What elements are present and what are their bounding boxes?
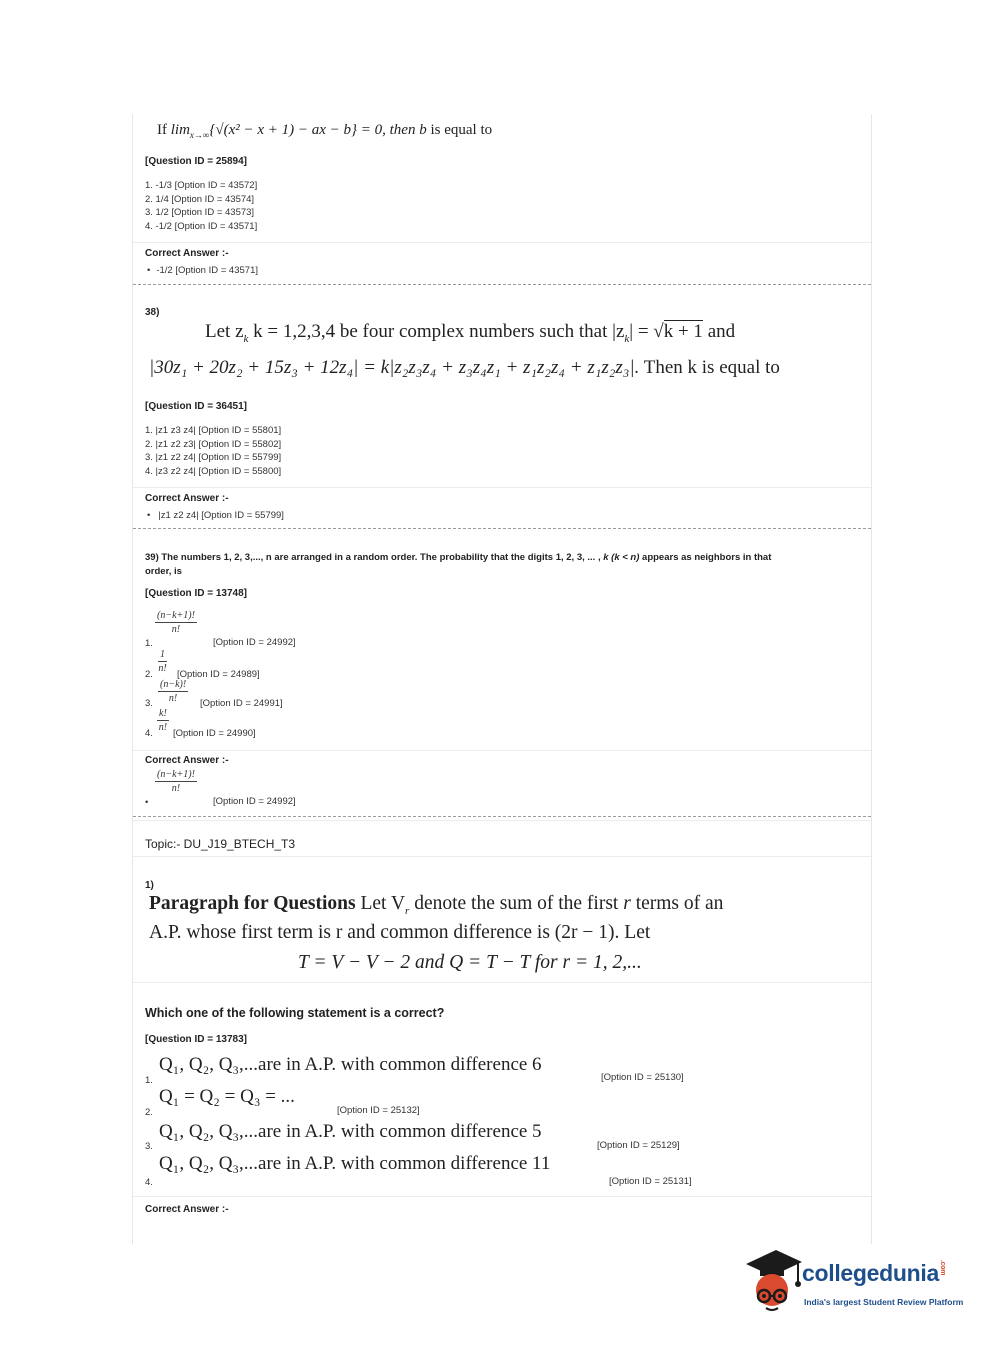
q39-correct-label: Correct Answer :- bbox=[145, 755, 229, 766]
q1-number: 1) bbox=[145, 880, 154, 891]
q1-paragraph-line3: T = V − V − 2 and Q = T − T for r = 1, 2,... bbox=[298, 952, 642, 973]
q1-option-1-id: [Option ID = 25130] bbox=[601, 1072, 684, 1083]
q37-stem: If $\lim_{x\to\infty}\{√(x^2 - x + 1)$ − ax − b} = 0, then b is equal to bbox=[157, 122, 493, 140]
mascot-icon bbox=[742, 1246, 804, 1320]
q37-correct-label: Correct Answer :- bbox=[145, 248, 229, 259]
q38-number: 38) bbox=[145, 307, 160, 318]
q39-option-1-label: 1. bbox=[145, 638, 153, 649]
divider bbox=[133, 856, 871, 857]
q38-correct-label: Correct Answer :- bbox=[145, 493, 229, 504]
q1-option-3-id: [Option ID = 25129] bbox=[597, 1140, 680, 1151]
brand-tagline: India's largest Student Review Platform bbox=[804, 1297, 964, 1307]
q1-option-1-text[interactable]: Q₁, Q₂, Q₃,...are in A.P. with common difference 6 bbox=[159, 1054, 542, 1075]
q37-option-1[interactable]: 1. -1/3 [Option ID = 43572] bbox=[145, 180, 258, 191]
q38-option-2[interactable]: 2. |z1 z2 z3| [Option ID = 55802] bbox=[145, 438, 282, 450]
topic-label: Topic:- DU_J19_BTECH_T3 bbox=[145, 837, 296, 851]
q39-option-4-id: [Option ID = 24990] bbox=[173, 728, 256, 739]
q38-stem-line1: Let $z_k$ k = 1,2,3,4 be four complex numbers such that $|z_k| = √k + 1$ and bbox=[205, 321, 736, 345]
q38-option-4[interactable]: 4. |z3 z2 z4| [Option ID = 55800] bbox=[145, 465, 282, 477]
q39-option-1-id: [Option ID = 24992] bbox=[213, 637, 296, 648]
question-separator bbox=[133, 816, 871, 817]
q38-correct-answer: • |z1 z2 z4| [Option ID = 55799] bbox=[147, 510, 284, 521]
q1-correct-label: Correct Answer :- bbox=[145, 1204, 229, 1215]
q1-option-2-id: [Option ID = 25132] bbox=[337, 1105, 420, 1116]
q39-correct-bullet: • bbox=[145, 797, 149, 808]
q39-question-id: [Question ID = 13748] bbox=[145, 588, 247, 599]
q39-option-2-label: 2. bbox=[145, 669, 153, 680]
q1-question-id: [Question ID = 13783] bbox=[145, 1034, 247, 1045]
q1-option-3-text[interactable]: Q₁, Q₂, Q₃,...are in A.P. with common difference 5 bbox=[159, 1121, 542, 1142]
q38-stem-line2: |30z₁ + 20z₂ + 15z₃ + 12z₄| = k|z₂z₃z₄ + z₃z₄z₁ + z₁z₂z₄ + z₁z₂z₃|. Then k is equal to bbox=[149, 357, 780, 378]
q1-option-1-label: 1. bbox=[145, 1075, 153, 1086]
q1-paragraph-line2: A.P. whose first term is r and common difference is (2r − 1). Let bbox=[149, 922, 651, 943]
q39-option-4-fraction[interactable]: $\frac{k!}{n!}$ bbox=[158, 708, 168, 733]
divider bbox=[133, 487, 871, 488]
q1-option-2-label: 2. bbox=[145, 1107, 153, 1118]
q1-option-4-text[interactable]: Q₁, Q₂, Q₃,...are in A.P. with common difference 11 bbox=[159, 1153, 551, 1174]
q39-option-3-label: 3. bbox=[145, 698, 153, 709]
q38-question-id: [Question ID = 36451] bbox=[145, 401, 247, 412]
q37-correct-answer: • -1/2 [Option ID = 43571] bbox=[147, 265, 258, 276]
q37-question-id: [Question ID = 25894] bbox=[145, 156, 247, 167]
divider bbox=[133, 982, 871, 983]
divider bbox=[133, 242, 871, 243]
exam-page bbox=[132, 114, 872, 1244]
q39-option-4-label: 4. bbox=[145, 728, 153, 739]
brand-name: collegedunia.com bbox=[802, 1260, 946, 1286]
q39-option-3-id: [Option ID = 24991] bbox=[200, 698, 283, 709]
q38-options bbox=[145, 424, 281, 478]
q1-question: Which one of the following statement is a correct? bbox=[145, 1006, 445, 1020]
q38-option-1[interactable]: 1. |z1 z3 z4| [Option ID = 55801] bbox=[145, 425, 282, 436]
collegedunia-logo[interactable] bbox=[742, 1246, 972, 1326]
q1-option-3-label: 3. bbox=[145, 1141, 153, 1152]
q39-correct-fraction: $\frac{(n-k+1)!}{n!}$ bbox=[157, 769, 195, 794]
q39-option-2-id: [Option ID = 24989] bbox=[177, 669, 260, 680]
q37-option-4[interactable]: 4. -1/2 [Option ID = 43571] bbox=[145, 220, 258, 232]
question-separator bbox=[133, 284, 871, 285]
q39-option-3-fraction[interactable]: $\frac{(n-k)!}{n!}$ bbox=[160, 679, 187, 704]
q1-option-4-id: [Option ID = 25131] bbox=[609, 1176, 692, 1187]
divider bbox=[133, 750, 871, 751]
divider bbox=[133, 820, 871, 821]
q39-stem: 39) The numbers 1, 2, 3,..., n are arranged in a random order. The probability that the digits 1, 2, 3, ... , k (k < n) appears as neighbors in that order, is bbox=[145, 552, 772, 577]
q39-option-2-fraction[interactable]: $\frac{1}{n!}$ bbox=[158, 649, 167, 674]
question-separator bbox=[133, 528, 871, 529]
q37-option-3[interactable]: 3. 1/2 [Option ID = 43573] bbox=[145, 207, 255, 218]
q39-correct-id: [Option ID = 24992] bbox=[213, 796, 296, 807]
q1-option-2-text[interactable]: Q₁ = Q₂ = Q₃ = ... bbox=[159, 1086, 295, 1107]
q37-options bbox=[145, 179, 257, 233]
q38-option-3[interactable]: 3. |z1 z2 z4| [Option ID = 55799] bbox=[145, 452, 282, 463]
q1-paragraph-line1: Paragraph for Questions Let $V_r$ denote the sum of the first r terms of an bbox=[149, 893, 724, 917]
divider bbox=[133, 1196, 871, 1197]
q39-option-1-fraction[interactable]: $\frac{(n-k+1)!}{n!}$ bbox=[157, 610, 195, 635]
q37-option-2[interactable]: 2. 1/4 [Option ID = 43574] bbox=[145, 193, 255, 205]
q1-option-4-label: 4. bbox=[145, 1177, 153, 1188]
